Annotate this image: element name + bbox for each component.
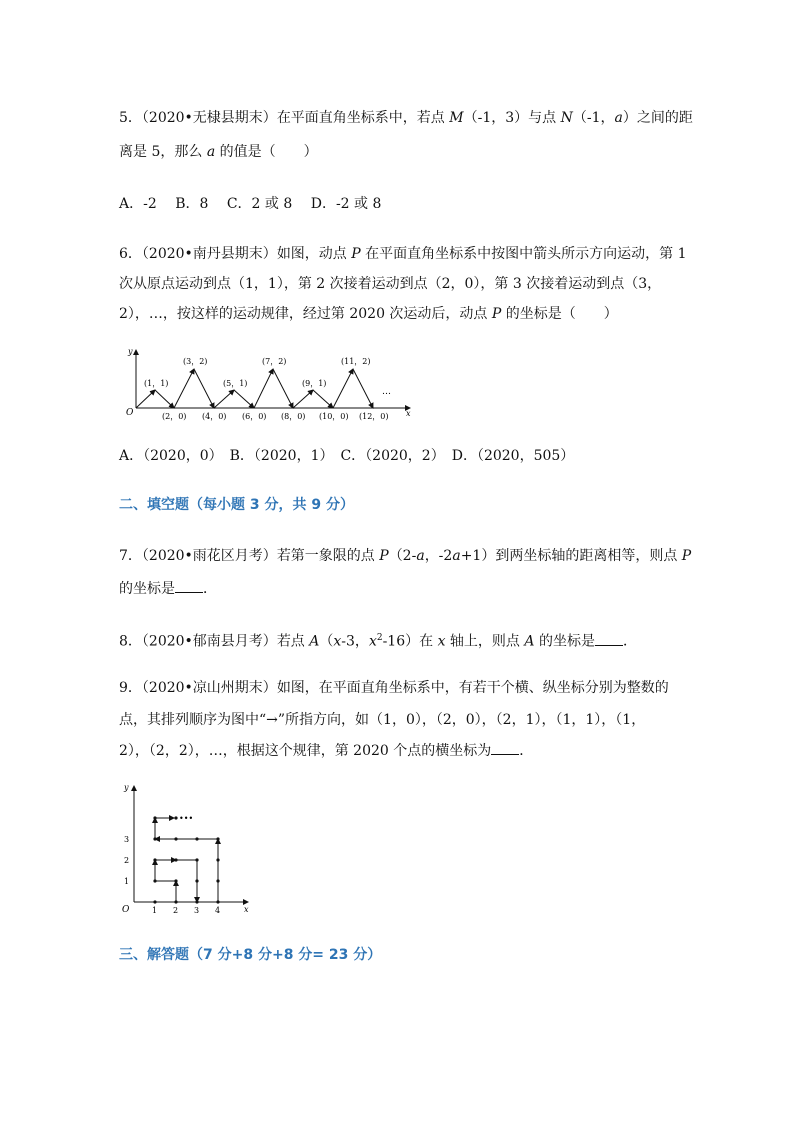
q7-line1: 7．（2020•雨花区月考）若第一象限的点 P（2-a，-2a+1）到两坐标轴的距离相等，则点 P [119,548,692,564]
q9-xtick: 4 [215,906,221,915]
q6-peak-label: (11，2) [341,357,371,366]
q6-bottom-label: (4，0) [202,412,227,421]
section-heading-fill-blank: 二、填空题（每小题 3 分，共 9 分） [119,497,354,513]
q9-figure [116,782,256,918]
q8-line: 8．（2020•郁南县月考）若点 A（x-3，$x^2-16$）在 x 轴上，则点 A 的坐标是 ． [119,628,637,652]
q6-peak-label: (3，2) [183,357,208,366]
q5-line1: 5．（2020•无棣县期末）在平面直角坐标系中，若点 M（-1，3）与点 N（-1，a）之间的距 [119,110,693,126]
q6-bottom-label: (2，0) [162,412,187,421]
q9-xtick: 2 [173,906,179,915]
q6-axis-x: x [406,409,411,418]
q6-figure [118,344,418,424]
q5-line2: 离是 5，那么 a 的值是（ ） [119,144,318,160]
q6-bottom-label: (12，0) [359,412,389,421]
q9-xtick: 3 [194,906,200,915]
answer-blank [491,740,519,755]
q6-ellipsis: … [382,387,391,397]
q6-line1: 6．（2020•南丹县期末）如图，动点 P 在平面直角坐标系中按图中箭头所示方向运动，第 1 [119,246,687,262]
q6-peak-label: (5，1) [223,379,248,388]
q9-line1: 9．（2020•凉山州期末）如图，在平面直角坐标系中，有若干个横、纵坐标分别为整数的 [119,680,669,696]
answer-blank [175,578,203,593]
q6-axis-y: y [128,347,133,356]
q9-dots-continuation: ••• [179,814,194,823]
q6-line2: 次从原点运动到点（1，1），第 2 次接着运动到点（2，0），第 3 次接着运动到点（3， [119,276,662,292]
q6-peak-label: (7，2) [262,357,287,366]
q6-bottom-label: (10，0) [319,412,349,421]
q6-bottom-label: (6，0) [242,412,267,421]
q9-axis-y: y [124,783,129,792]
q9-ytick: 1 [124,877,130,886]
q7-line2: 的坐标是 ． [119,578,217,599]
q9-ytick: 2 [124,856,130,865]
q9-xtick: 1 [152,906,158,915]
q9-line3: 2），（2，2），…，根据这个规律，第 2020 个点的横坐标为 ． [119,740,533,761]
q6-line3: 2），…，按这样的运动规律，经过第 2020 次运动后，动点 P 的坐标是（ ） [119,306,618,322]
q6-peak-label: (1，1) [144,379,169,388]
q6-peak-label: (9，1) [302,379,327,388]
q9-origin: O [122,905,130,915]
q6-origin: O [126,408,134,418]
q9-axis-x: x [244,905,249,914]
q5-options: A．-2 B．8 C．2 或 8 D．-2 或 8 [119,196,382,212]
q9-ytick: 3 [124,835,130,844]
q9-line2: 点，其排列顺序为图中“→”所指方向，如（1，0），（2，0），（2，1），（1，1），（1， [119,712,646,728]
answer-blank [595,631,623,646]
q6-bottom-label: (8，0) [281,412,306,421]
section-heading-solve: 三、解答题（7 分+8 分+8 分= 23 分） [119,947,382,963]
q6-options: A．（2020，0） B．（2020，1） C．（2020，2） D．（2020，505） [119,448,575,464]
